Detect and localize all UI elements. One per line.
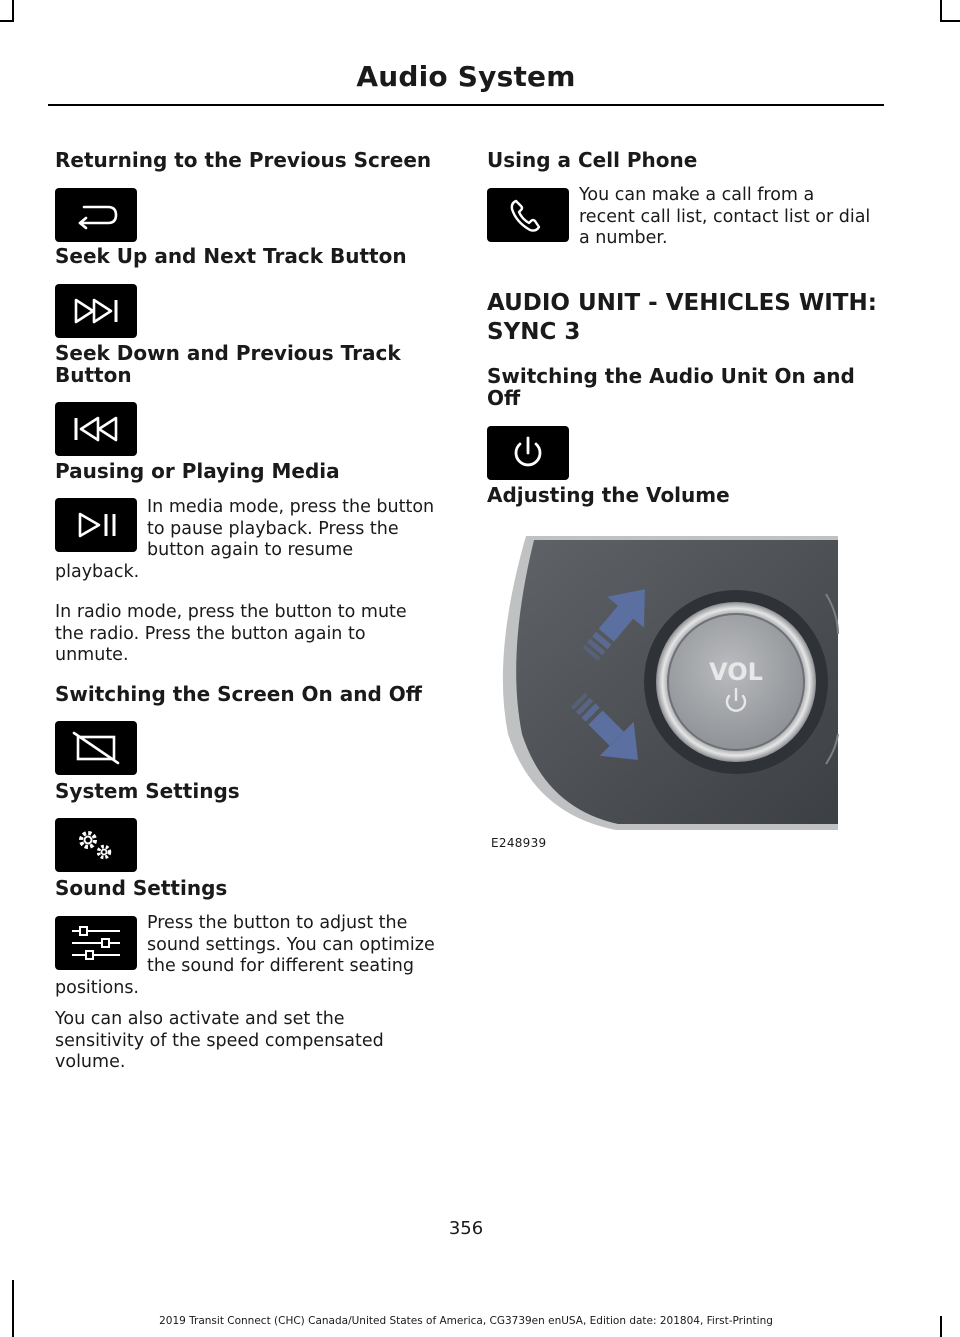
heading-audio-on-off-line1: Switching the Audio Unit On and [487, 364, 855, 388]
pause-play-para1-b: playback. [55, 562, 140, 582]
text-line: volume. [55, 1052, 126, 1072]
phone-icon [487, 188, 569, 242]
text-line: to pause playback. Press the [147, 518, 399, 539]
crop-mark [12, 1280, 14, 1337]
heading-audio-on-off-line2: Off [487, 386, 521, 410]
text-line: You can make a call from a [579, 185, 815, 205]
text-line: sound settings. You can optimize [147, 934, 435, 955]
crop-mark [12, 0, 14, 20]
gears-icon [55, 818, 137, 872]
crop-mark [0, 20, 14, 22]
pause-play-para1-a [147, 497, 434, 562]
text-line: Press the button to adjust the [147, 913, 408, 933]
heading-pause-play: Pausing or Playing Media [55, 459, 340, 483]
cell-phone-para [579, 185, 870, 250]
sound-settings-para1-a [147, 913, 435, 978]
heading-seek-up: Seek Up and Next Track Button [55, 244, 407, 268]
power-icon [487, 426, 569, 480]
pause-play-para2 [55, 602, 407, 667]
heading-screen-on-off: Switching the Screen On and Off [55, 682, 422, 706]
heading-sound-settings: Sound Settings [55, 876, 228, 900]
figure-id: E248939 [491, 836, 547, 850]
heading-seek-down-line1: Seek Down and Previous Track [55, 341, 401, 365]
crop-mark [940, 0, 942, 20]
volume-knob-figure [486, 534, 842, 834]
previous-track-icon [55, 402, 137, 456]
back-arrow-icon [55, 188, 137, 242]
text-line: the radio. Press the button again to [55, 623, 366, 644]
next-track-icon [55, 284, 137, 338]
header-rule [48, 104, 884, 106]
text-line: You can also activate and set the [55, 1009, 345, 1029]
heading-previous-screen: Returning to the Previous Screen [55, 148, 432, 172]
text-line: button again to resume [147, 540, 354, 560]
play-pause-icon [55, 498, 137, 552]
text-line: a number. [579, 228, 668, 248]
heading-volume: Adjusting the Volume [487, 483, 730, 507]
page-number: 356 [448, 1218, 484, 1239]
page-title: Audio System [356, 60, 576, 93]
heading-system-settings: System Settings [55, 779, 240, 803]
screen-off-icon [55, 721, 137, 775]
text-line: recent call list, contact list or dial [579, 206, 871, 227]
crop-mark [940, 20, 960, 22]
heading-seek-down-line2: Button [55, 363, 132, 387]
sound-settings-para2 [55, 1009, 384, 1074]
section-title-line1: AUDIO UNIT - VEHICLES WITH: [487, 290, 877, 316]
heading-seek-down [55, 342, 401, 386]
text-line: the sound for different seating [147, 956, 415, 976]
text-line: In media mode, press the button [147, 497, 435, 517]
footer: 2019 Transit Connect (CHC) Canada/United States of America, CG3739en enUSA, Edition date: 201804, First-Printing [159, 1315, 773, 1327]
crop-mark [940, 1316, 942, 1337]
text-line: In radio mode, press the button to mute [55, 602, 407, 622]
heading-cell-phone: Using a Cell Phone [487, 148, 698, 172]
text-line: sensitivity of the speed compensated [55, 1030, 384, 1051]
sound-settings-para1-b: positions. [55, 978, 139, 998]
section-title-line2: SYNC 3 [487, 319, 581, 345]
knob-label: VOL [709, 658, 763, 686]
text-line: unmute. [55, 645, 129, 665]
sliders-icon [55, 916, 137, 970]
heading-audio-on-off [487, 365, 855, 409]
